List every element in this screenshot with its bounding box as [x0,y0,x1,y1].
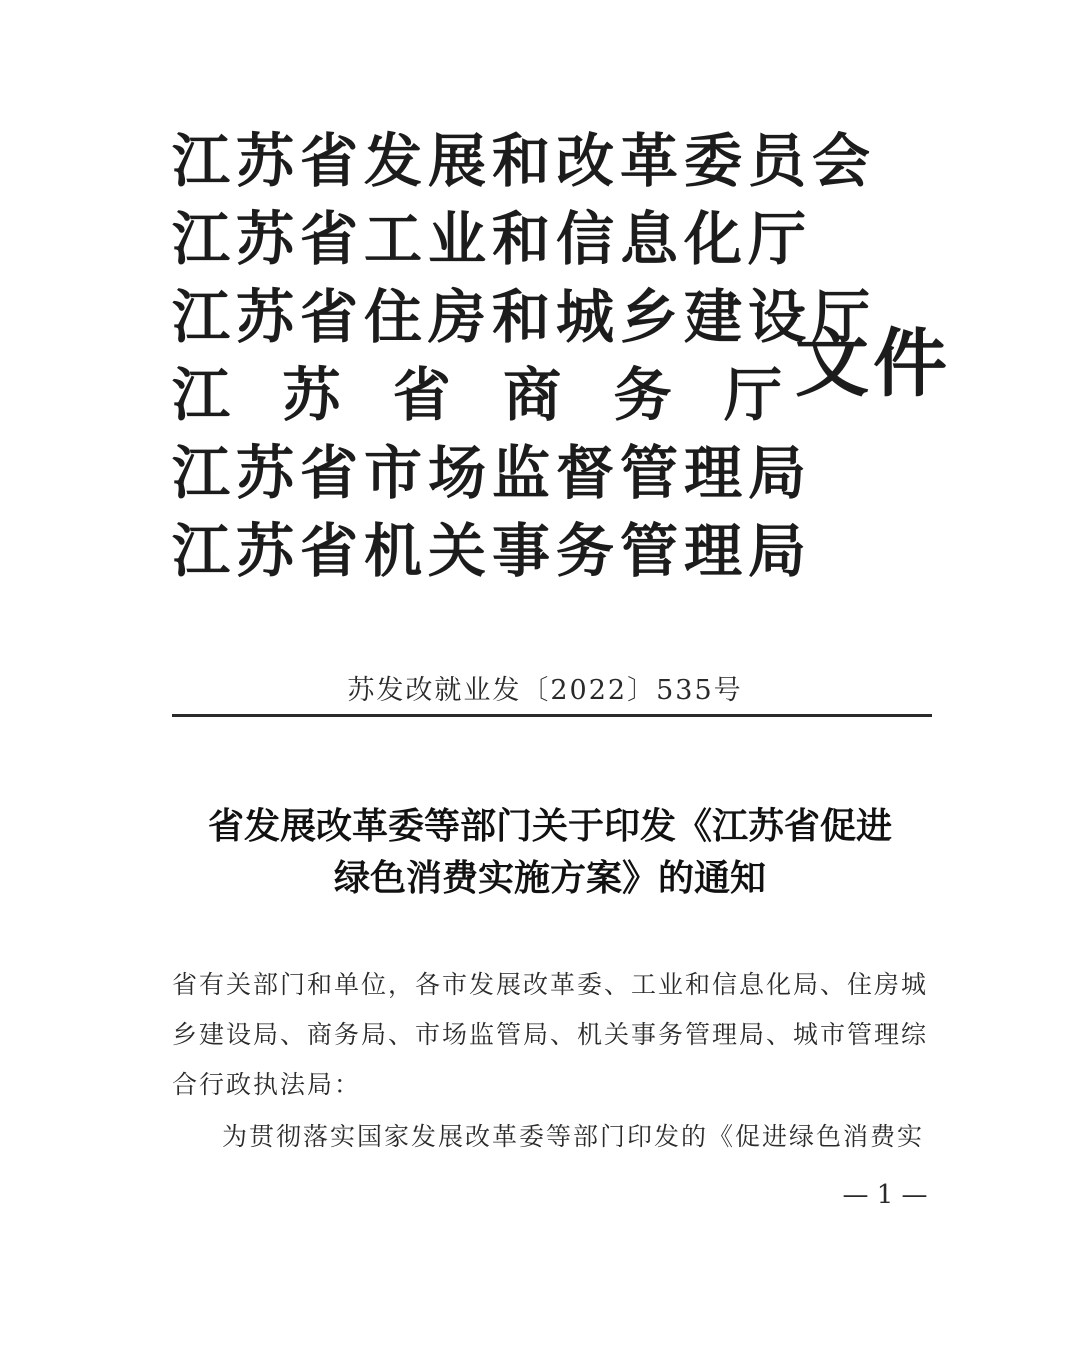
org-line-4-char: 省 [392,361,451,429]
org-line-4-char: 务 [613,361,672,429]
addressee-line-3: 合行政执法局： [172,1070,362,1099]
header-divider [172,714,932,717]
org-line-4-char: 商 [503,361,562,429]
org-line-4-char: 苏 [282,361,341,429]
notice-title-line-1: 省发展改革委等部门关于印发《江苏省促进 [207,805,892,847]
notice-title-line-2: 绿色消费实施方案》的通知 [333,857,766,899]
addressee [172,960,932,1110]
document-word: 文件 [795,321,951,407]
org-line-1: 江苏省发展和改革委员会 [172,127,877,195]
addressee-line-1: 省有关部门和单位，各市发展改革委、工业和信息化局、住房城 [172,970,929,999]
page-number: — 1 — [842,1180,928,1210]
org-line-2: 江苏省工业和信息化厅 [172,205,813,273]
org-line-6: 江苏省机关事务管理局 [172,517,813,585]
org-line-4-char: 厅 [723,361,782,429]
notice-title [160,800,940,904]
org-line-5: 江苏省市场监督管理局 [172,439,813,507]
addressee-line-2: 乡建设局、商务局、市场监管局、机关事务管理局、城市管理综 [172,1020,929,1049]
body-paragraph-start: 为贯彻落实国家发展改革委等部门印发的《促进绿色消费实 [222,1122,925,1151]
org-line-3: 江苏省住房和城乡建设厅 [172,283,877,351]
document-number: 苏发改就业发〔2022〕535号 [347,675,743,706]
org-line-4-char: 江 [172,361,231,429]
org-line-4 [172,356,782,434]
